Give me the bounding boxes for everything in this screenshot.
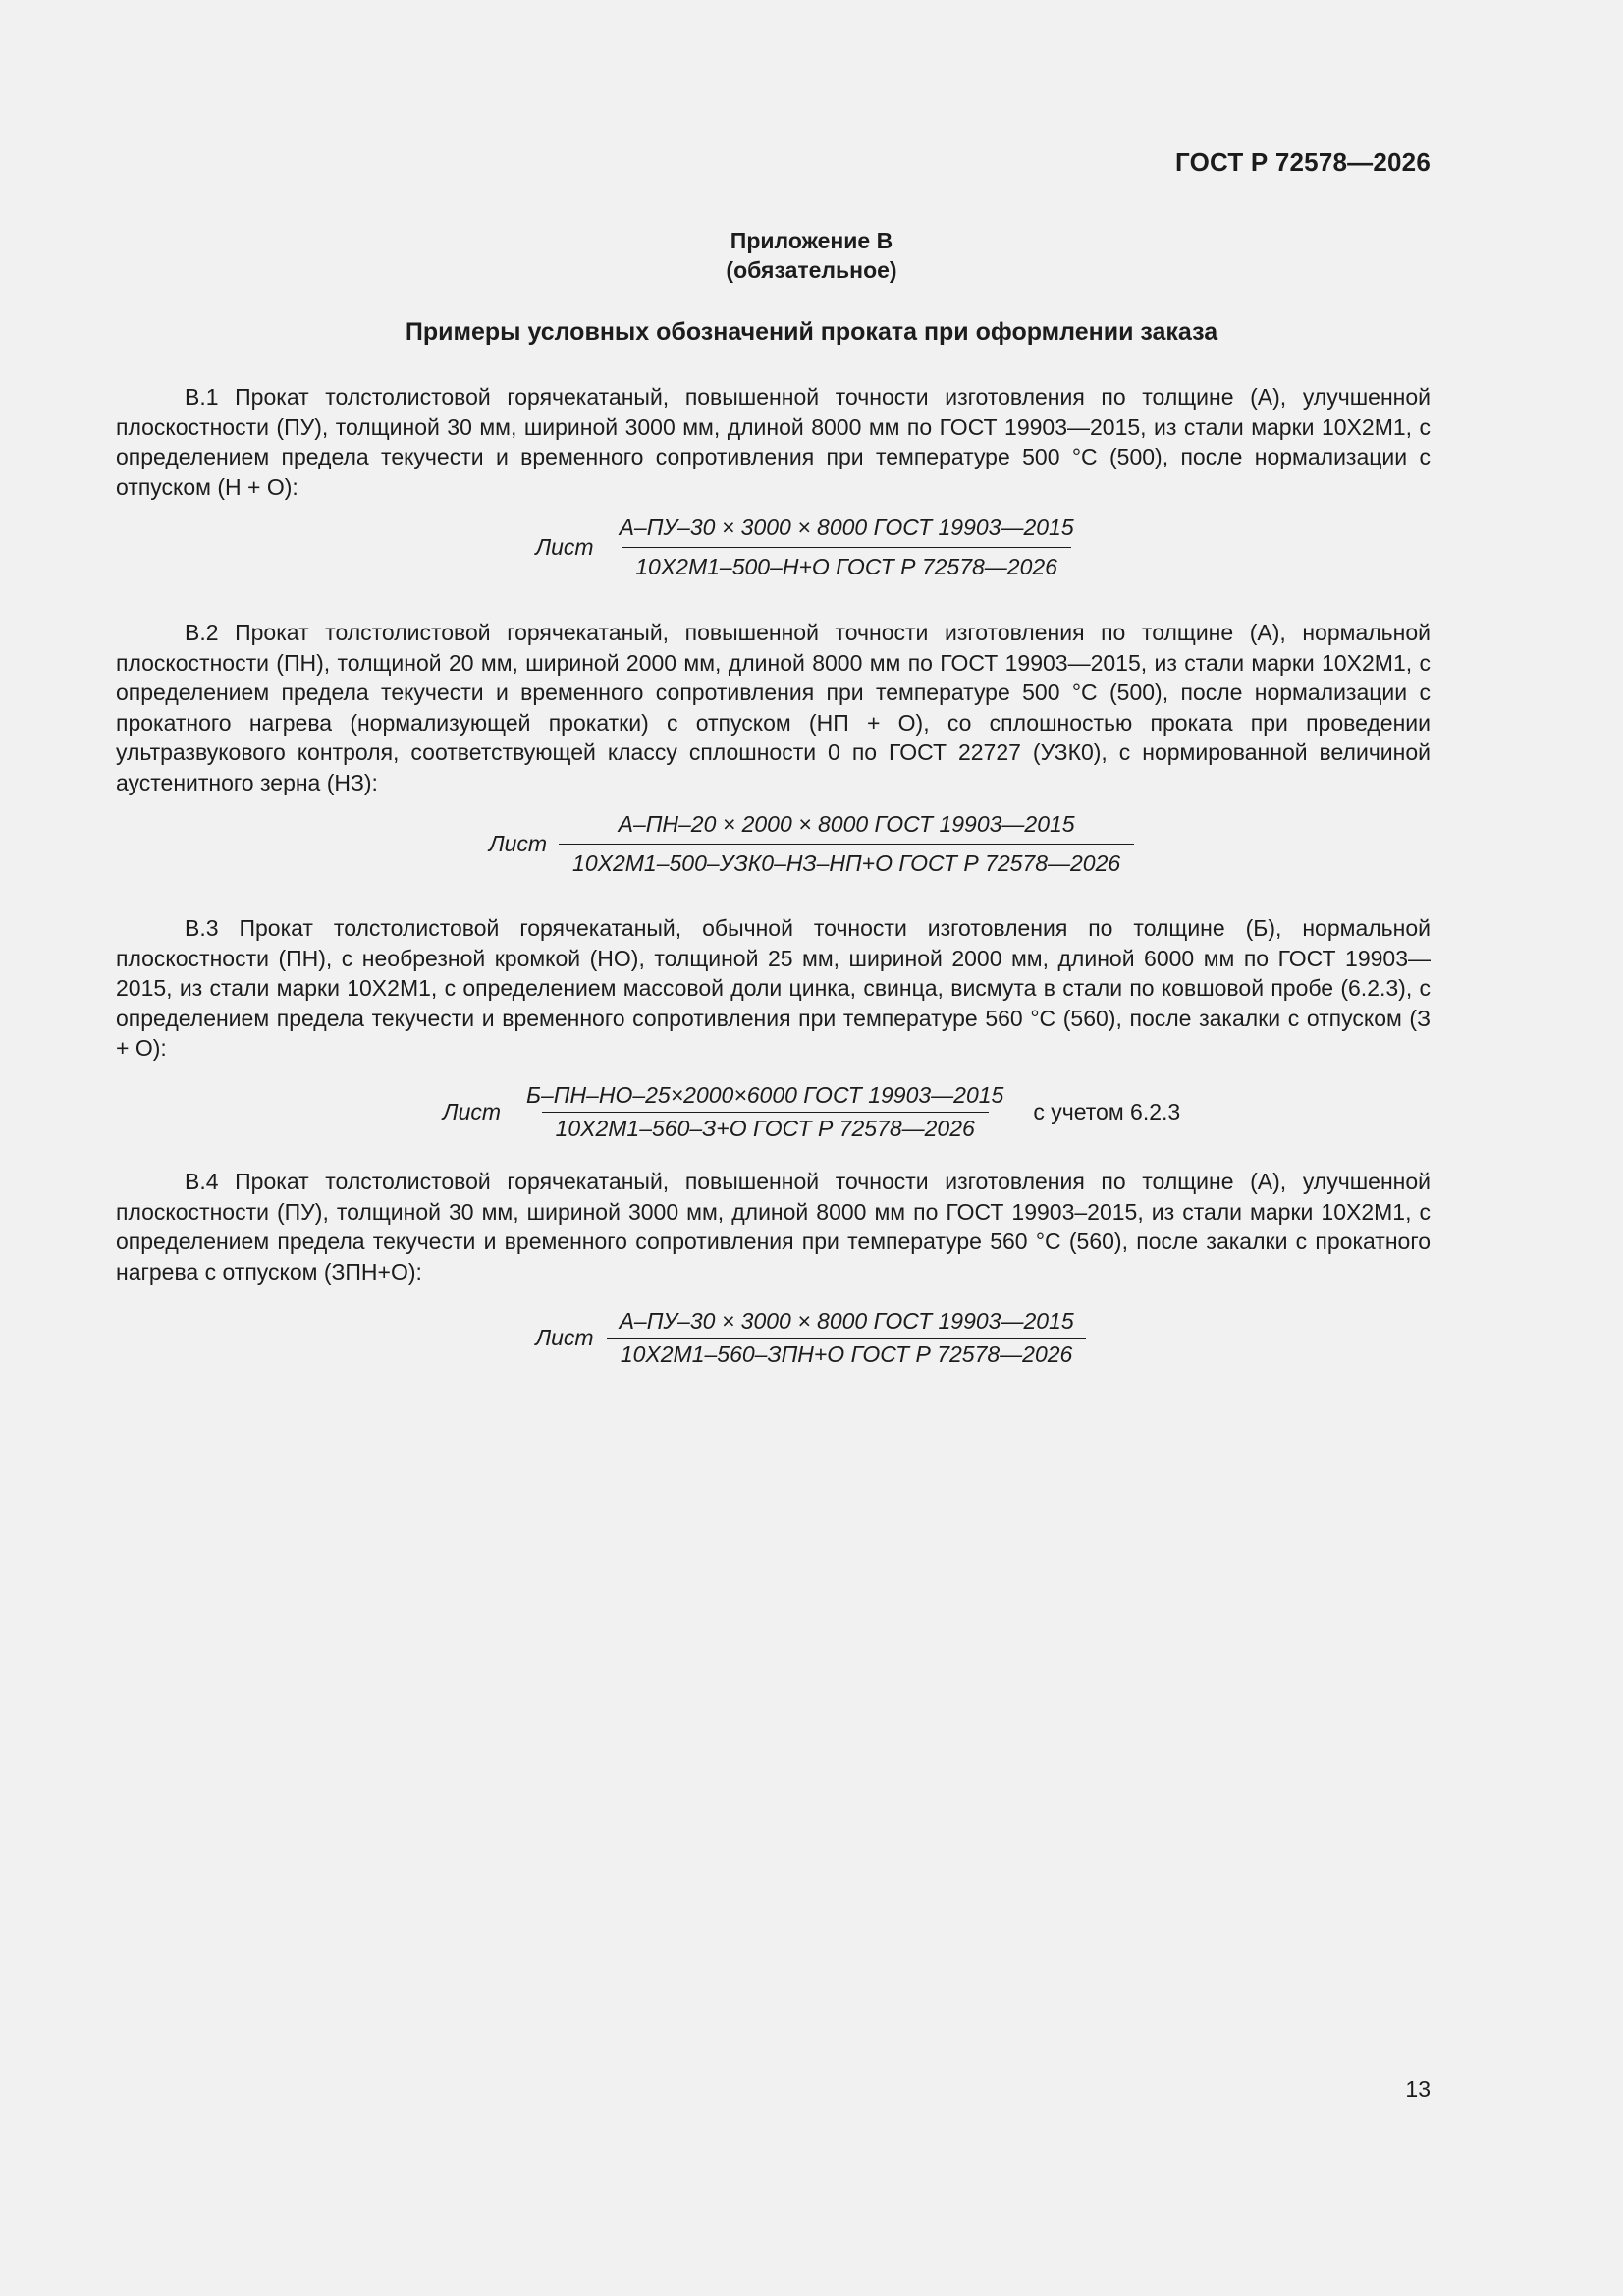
item-v3	[116, 913, 1431, 1064]
formula-lead: Лист	[535, 534, 594, 560]
formula-lead: Лист	[442, 1099, 502, 1124]
annex-header	[0, 226, 1623, 285]
item-v1-text: В.1 Прокат толстолистовой горячекатаный, повышенной точности изготовления по толщине (А), улучшенной плоскостности (ПУ), толщиной 30 мм, шириной 3000 мм, длиной 8000 мм по ГОСТ 19903—2015, из стали марки 10Х2М1, с определением предела текучести и временного сопротивления при температуре 500 °С (500), после нормализации с отпуском (Н + О):	[116, 384, 1431, 500]
formula-numerator: Б–ПН–НО–25×2000×6000 ГОСТ 19903—2015	[526, 1082, 1004, 1108]
formula-fraction	[559, 811, 1134, 877]
formula-numerator: А–ПН–20 × 2000 × 8000 ГОСТ 19903—2015	[618, 811, 1075, 837]
formula-lead: Лист	[535, 1325, 594, 1350]
formula-fraction	[606, 515, 1088, 580]
formula-numerator: А–ПУ–30 × 3000 × 8000 ГОСТ 19903—2015	[619, 1308, 1074, 1334]
item-v4-text: В.4 Прокат толстолистовой горячекатаный, повышенной точности изготовления по толщине (А), улучшенной плоскостности (ПУ), толщиной 30 мм, шириной 3000 мм, длиной 8000 мм по ГОСТ 19903–2015, из стали марки 10Х2М1, с определением предела текучести и временного сопротивления при температуре 560 °С (560), после закалки с прокатного нагрева с отпуском (ЗПН+О):	[116, 1169, 1431, 1285]
item-v3-text: В.3 Прокат толстолистовой горячекатаный, обычной точности изготовления по толщине (Б), нормальной плоскостности (ПН), с необрезной кромкой (НО), толщиной 25 мм, шириной 2000 мм, длиной 6000 мм по ГОСТ 19903—2015, из стали марки 10Х2М1, с определением массовой доли цинка, свинца, висмута в стали по ковшовой пробе (6.2.3), с определением предела текучести и временного сопротивления при температуре 560 °С (560), после закалки с отпуском (З + О):	[116, 915, 1431, 1061]
item-v4-formula	[0, 1308, 1623, 1368]
item-v2-text: В.2 Прокат толстолистовой горячекатаный, повышенной точности изготовления по толщине (А), нормальной плоскостности (ПН), толщиной 20 мм, шириной 2000 мм, длиной 8000 мм по ГОСТ 19903—2015, из стали марки 10Х2М1, с определением предела текучести и временного сопротивления при температуре 500 °С (500), после нормализации с прокатного нагрева (нормализующей прокатки) с отпуском (НП + О), со сплошностью проката при проведении ультразвукового контроля, соответствующей классу сплошности 0 по ГОСТ 22727 (УЗК0), с нормированной величиной аустенитного зерна (НЗ):	[116, 620, 1431, 795]
formula-denominator: 10Х2М1–500–УЗК0–НЗ–НП+О ГОСТ Р 72578—2026	[559, 844, 1134, 877]
formula-denominator: 10Х2М1–560–З+О ГОСТ Р 72578—2026	[542, 1112, 989, 1142]
item-v1-formula	[0, 515, 1623, 580]
formula-fraction	[606, 1308, 1088, 1368]
item-v4	[116, 1167, 1431, 1286]
annex-title: Приложение В	[730, 228, 893, 253]
item-v1	[116, 382, 1431, 502]
item-v2	[116, 618, 1431, 797]
formula-lead: Лист	[488, 831, 548, 856]
formula-fraction	[513, 1082, 1017, 1142]
page-number: 13	[1405, 2076, 1431, 2102]
formula-denominator: 10Х2М1–560–ЗПН+О ГОСТ Р 72578—2026	[607, 1338, 1087, 1368]
annex-status: (обязательное)	[726, 257, 897, 283]
annex-heading: Примеры условных обозначений проката при оформлении заказа	[405, 318, 1218, 346]
item-v3-formula	[0, 1082, 1623, 1142]
formula-numerator: А–ПУ–30 × 3000 × 8000 ГОСТ 19903—2015	[619, 515, 1074, 540]
document-code: ГОСТ Р 72578—2026	[1175, 147, 1431, 177]
formula-note: с учетом 6.2.3	[1033, 1099, 1181, 1124]
item-v2-formula	[0, 811, 1623, 877]
formula-denominator: 10Х2М1–500–Н+О ГОСТ Р 72578—2026	[622, 547, 1071, 580]
